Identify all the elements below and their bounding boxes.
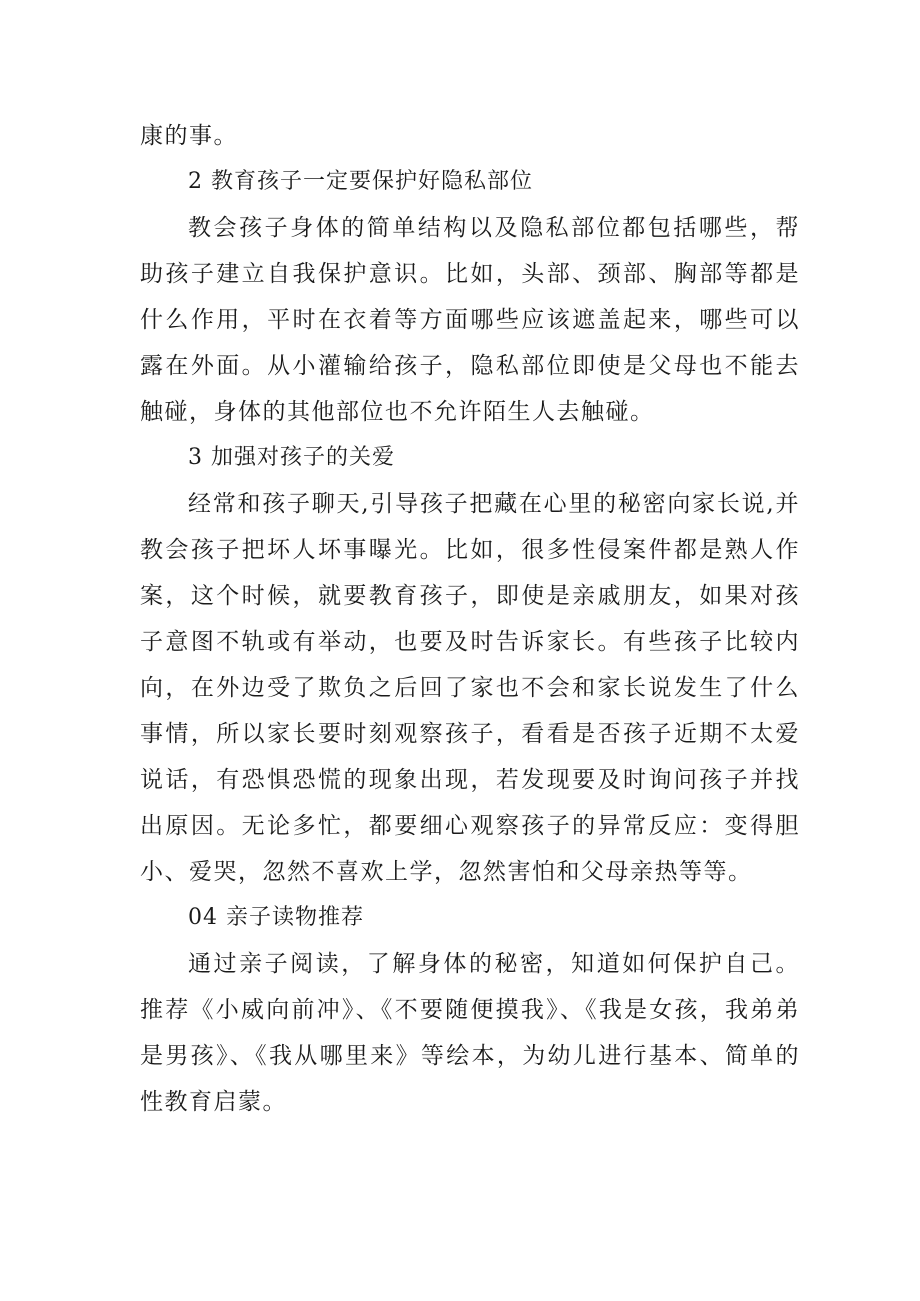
paragraph-continuation: 康的事。 xyxy=(140,123,238,149)
section-heading-privacy: 2 教育孩子一定要保护好隐私部位 xyxy=(188,169,533,194)
section-heading-care: 3 加强对孩子的关爱 xyxy=(188,445,395,470)
paragraph-privacy: 教会孩子身体的简单结构以及隐私部位都包括哪些，帮助孩子建立自我保护意识。比如，头部、颈部、胸部等都是什么作用，平时在衣着等方面哪些应该遮盖起来，哪些可以露在外面。从小灌输给孩子，隐私部位即使是父母也不能去触碰，身体的其他部位也不允许陌生人去触碰。 xyxy=(140,215,800,425)
document-body xyxy=(140,113,800,1125)
paragraph-care: 经常和孩子聊天,引导孩子把藏在心里的秘密向家长说,并教会孩子把坏人坏事曝光。比如，很多性侵案件都是熟人作案，这个时候，就要教育孩子，即使是亲戚朋友，如果对孩子意图不轨或有举动，也要及时告诉家长。有些孩子比较内向，在外边受了欺负之后回了家也不会和家长说发生了什么事情，所以家长要时刻观察孩子，看看是否孩子近期不太爱说话，有恐惧恐慌的现象出现，若发现要及时询问孩子并找出原因。无论多忙，都要细心观察孩子的异常反应：变得胆小、爱哭，忽然不喜欢上学，忽然害怕和父母亲热等等。 xyxy=(140,491,800,885)
paragraph-reading: 通过亲子阅读，了解身体的秘密，知道如何保护自己。推荐《小威向前冲》、《不要随便摸我》、《我是女孩，我弟弟是男孩》、《我从哪里来》等绘本，为幼儿进行基本、简单的性教育启蒙。 xyxy=(140,951,800,1115)
section-heading-reading: 04 亲子读物推荐 xyxy=(188,905,364,930)
